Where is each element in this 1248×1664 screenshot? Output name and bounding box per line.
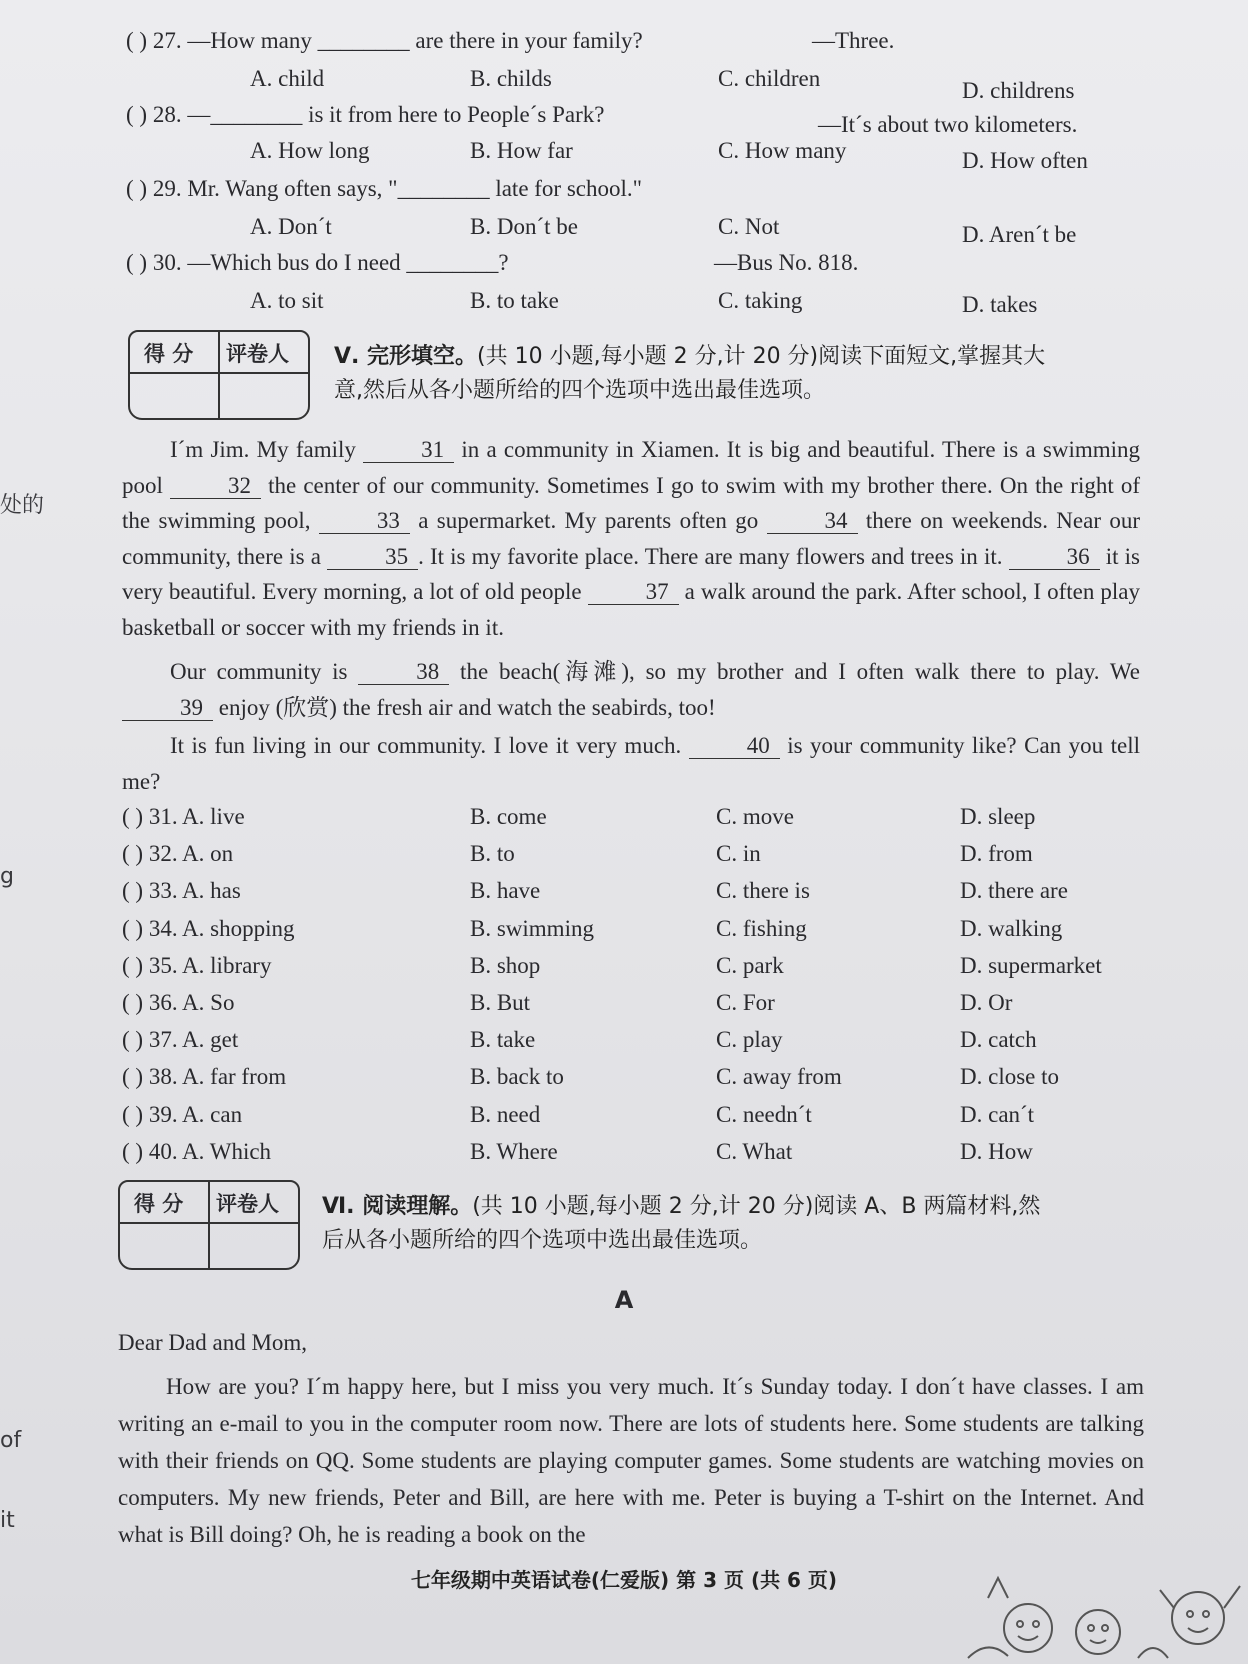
question-answer: —It´s about two kilometers. [818,112,1078,137]
cloze-question: ( ) 40. A. Which [122,1138,272,1164]
cloze-question: ( ) 32. A. on [122,841,234,867]
cloze-row [0,1064,1248,1098]
option-d: D. walking [960,915,1063,941]
option-b: B. How far [470,138,573,163]
cloze-row [0,1102,1248,1136]
option-b: B. childs [470,66,552,91]
section-6-desc: (共 10 小题,每小题 2 分,计 20 分)阅读 A、B 两篇材料,然 [472,1194,1041,1219]
cloze-row [0,990,1248,1024]
option-c: C. move [716,804,794,829]
option-a: A. Don´t [250,214,332,239]
option-b: B. Where [470,1138,558,1164]
question-answer: —Three. [812,28,895,53]
blank-40: 40 [689,734,780,759]
option-a: A. How long [250,138,370,163]
option-d: D. childrens [962,78,1075,103]
cloze-question: ( ) 35. A. library [122,952,272,978]
option-c: C. away from [716,1064,842,1090]
section-5-title: Ⅴ. 完形填空。 [334,344,478,369]
score-box [128,330,310,420]
option-b: B. to take [470,288,559,313]
section-6-heading [322,1190,1144,1258]
blank-39: 39 [122,696,213,721]
question-30 [0,250,1248,284]
question-answer: —Bus No. 818. [714,250,859,275]
question-29 [0,176,1248,210]
edge-fragment: it [0,1508,15,1533]
option-d: D. catch [960,1027,1037,1053]
section-5-heading [334,340,1144,408]
page-footer: 七年级期中英语试卷(仁爱版) 第 3 页 (共 6 页) [410,1568,838,1592]
option-b: B. back to [470,1064,564,1090]
blank-35: 35 [327,545,418,570]
option-d: D. How [960,1138,1033,1164]
question-27-options [0,66,1248,103]
option-b: B. Don´t be [470,214,578,239]
option-c: C. there is [716,878,810,904]
option-b: B. take [470,1027,536,1053]
option-d: D. takes [962,292,1038,317]
passage-paragraph-3: It is fun living in our community. I love it very much. 40 is your community like? Can you tell me? [122,733,1140,794]
cloze-row [0,953,1248,987]
cloze-row [0,916,1248,950]
score-label: 得 分 [134,1192,184,1216]
doodle-illustration [948,1568,1248,1664]
option-d: D. sleep [960,804,1036,829]
option-c: C. What [716,1138,793,1164]
edge-fragment: 处的 [0,493,45,518]
blank-36: 36 [1009,545,1100,570]
score-box [118,1180,300,1270]
option-d: D. can´t [960,1101,1035,1127]
cloze-question: ( ) 36. A. So [122,990,235,1015]
question-30-options [0,288,1248,322]
option-b: B. come [470,804,547,829]
cloze-row [0,841,1248,875]
cloze-question: ( ) 33. A. has [122,878,241,904]
option-c: C. fishing [716,915,807,941]
score-label: 得 分 [144,342,194,366]
blank-31: 31 [363,438,454,463]
option-d: D. Or [960,990,1013,1015]
section-5-desc-2: 意,然后从各小题所给的四个选项中选出最佳选项。 [334,378,825,403]
grader-label: 评卷人 [226,342,289,366]
question-28 [0,102,1248,136]
option-b: B. shop [470,952,541,978]
option-c: C. needn´t [716,1101,812,1127]
option-c: C. For [716,990,775,1015]
question-stem: ( ) 29. Mr. Wang often says, "________ late for school." [126,176,643,201]
question-27 [0,28,1248,62]
cloze-question: ( ) 34. A. shopping [122,915,295,941]
cloze-row [0,878,1248,912]
blank-33: 33 [319,509,410,534]
cloze-question: ( ) 39. A. can [122,1101,243,1127]
edge-fragment: g [0,864,14,889]
part-label: A [614,1286,634,1314]
section-6-desc-2: 后从各小题所给的四个选项中选出最佳选项。 [322,1228,763,1253]
question-stem: ( ) 30. —Which bus do I need ________? [126,250,509,275]
blank-37: 37 [588,580,679,605]
option-d: D. there are [960,878,1068,904]
option-c: C. Not [718,214,780,239]
cloze-question: ( ) 38. A. far from [122,1064,287,1090]
question-28-options [0,138,1248,172]
option-d: D. Aren´t be [962,222,1077,247]
edge-fragment: of [0,1428,22,1453]
option-b: B. to [470,841,515,867]
section-5-desc: (共 10 小题,每小题 2 分,计 20 分)阅读下面短文,掌握其大 [477,344,1046,369]
option-b: B. But [470,990,531,1015]
option-d: D. close to [960,1064,1060,1090]
option-b: B. have [470,878,541,904]
option-a: A. child [250,66,325,91]
question-stem: ( ) 28. —________ is it from here to People´s Park? [126,102,605,127]
option-d: D. from [960,841,1033,867]
question-stem: ( ) 27. —How many ________ are there in your family? [126,28,643,53]
grader-label: 评卷人 [216,1192,279,1216]
option-c: C. play [716,1027,783,1053]
option-c: C. park [716,952,784,978]
option-c: C. children [718,66,821,91]
cloze-row [0,1139,1248,1173]
cloze-question: ( ) 37. A. get [122,1027,239,1053]
option-c: C. in [716,841,761,867]
option-b: B. need [470,1101,541,1127]
option-c: C. taking [718,288,803,313]
question-29-options [0,214,1248,248]
option-d: D. supermarket [960,952,1102,978]
cloze-row [0,804,1248,838]
option-c: C. How many [718,138,847,163]
letter-greeting: Dear Dad and Mom, [118,1330,308,1355]
passage-paragraph-1: I´m Jim. My family 31 in a community in Xiamen. It is big and beautiful. There is a swimming pool 32 the center of our community. Sometimes I go to swim with my brother there. On the right of the swimming pool, 33 a supermarket. My parents often go 34 there on weekends. Near our community, there is a 35 . It is my favorite place. There are many flowers and trees in it. 36 it is very beautiful. Every morning, a lot of old people 37 a walk around the park. After school, I often play basketball or soccer with my friends in it. [122,437,1141,640]
option-d: D. How often [962,148,1088,173]
blank-32: 32 [170,474,261,499]
option-b: B. swimming [470,915,594,941]
blank-38: 38 [358,660,449,685]
option-a: A. to sit [250,288,324,313]
passage-paragraph-2: Our community is 38 the beach(海滩), so my brother and I often walk there to play. We 39 enjoy (欣赏) the fresh air and watch the seabirds, too! [122,654,1140,725]
section-6-title: Ⅵ. 阅读理解。 [322,1194,473,1219]
letter-body: How are you? I´m happy here, but I miss you very much. It´s Sunday today. I don´t have classes. I am writing an e-mail to you in the computer room now. There are lots of students here. Some students are talking with their friends on QQ. Some students are playing computer games. Some students are watching movies on computers. My new friends, Peter and Bill, are here with me. Peter is buying a T-shirt on the Internet. And what is Bill doing? Oh, he is reading a book on the [118,1374,1144,1547]
cloze-question: ( ) 31. A. live [122,804,245,829]
cloze-row [0,1027,1248,1061]
blank-34: 34 [767,509,858,534]
